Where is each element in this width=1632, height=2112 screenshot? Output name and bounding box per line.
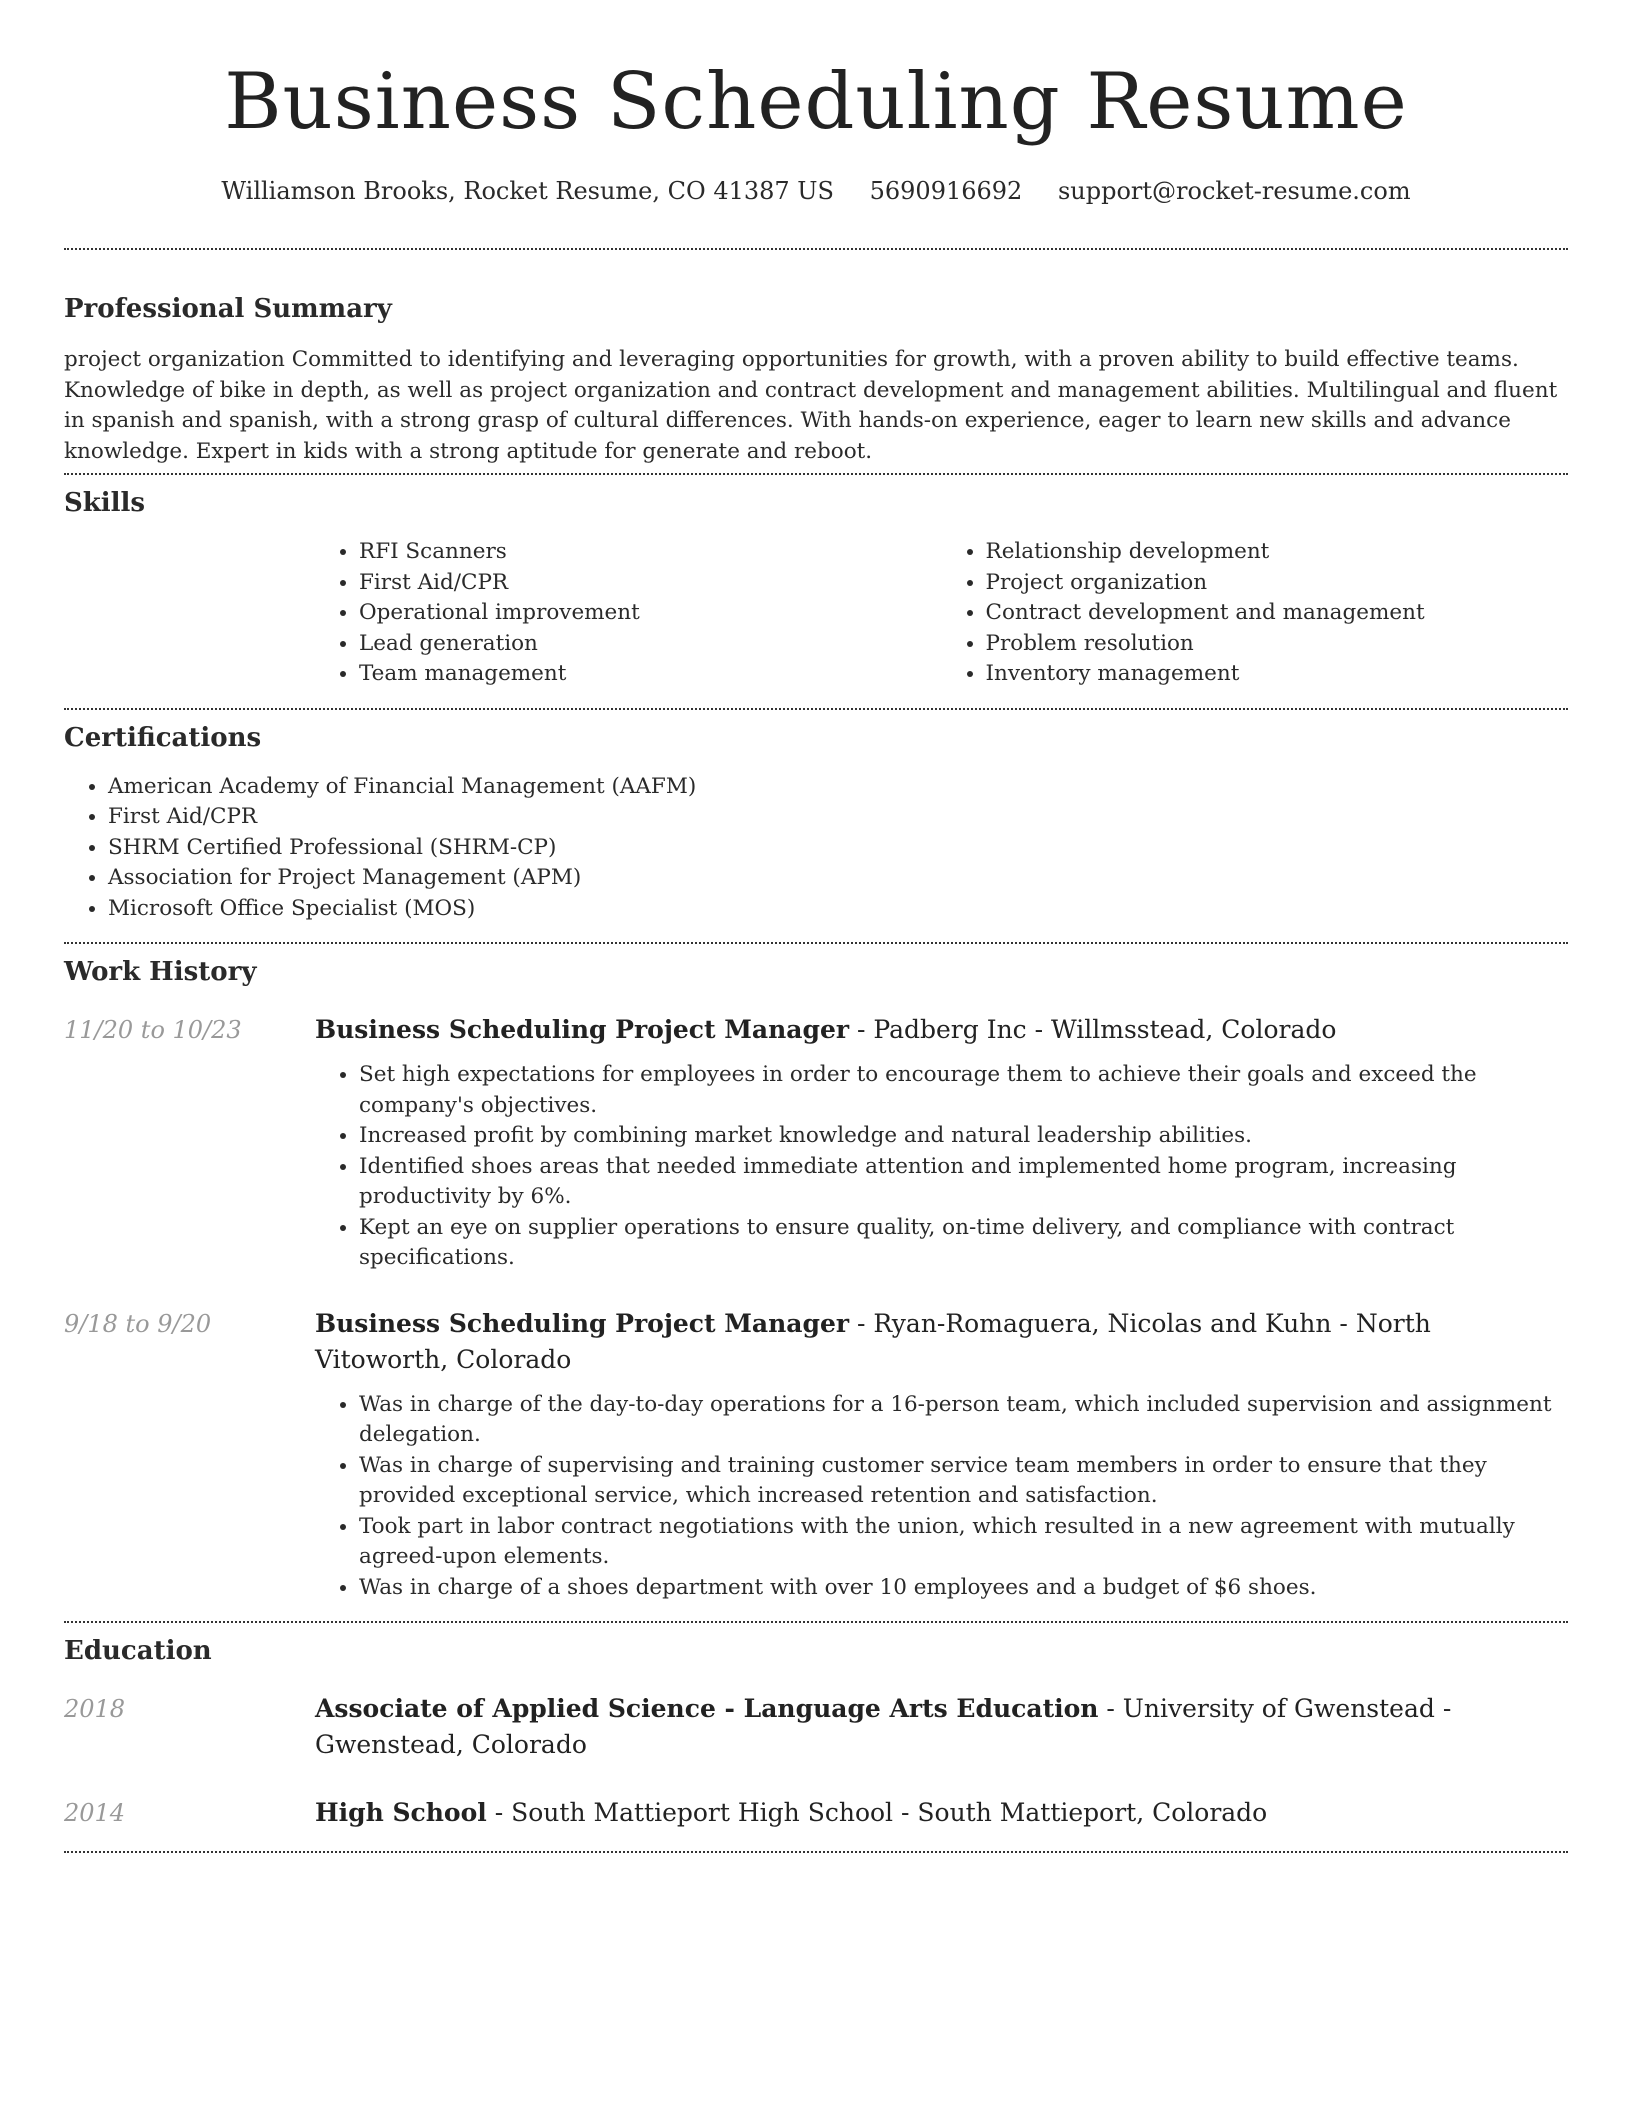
job-bullet: • Increased profit by combining market knowledge and natural leadership abilities. xyxy=(359,1121,1568,1152)
skill-item: • RFI Scanners xyxy=(359,537,942,568)
skill-item: • Inventory management xyxy=(986,659,1569,690)
job-entry xyxy=(64,1306,1568,1604)
education-degree: High School xyxy=(315,1798,487,1827)
divider xyxy=(64,708,1568,710)
section-title-certifications: Certifications xyxy=(64,722,262,753)
skills-list-left xyxy=(315,537,942,690)
skill-item: • Project organization xyxy=(986,568,1569,599)
section-title-summary: Professional Summary xyxy=(64,294,392,324)
divider xyxy=(64,248,1568,250)
resume-title: Business Scheduling Resume xyxy=(224,57,1408,147)
skill-item: • Problem resolution xyxy=(986,629,1569,660)
education-heading xyxy=(315,1691,1568,1763)
certifications-section xyxy=(64,720,1568,925)
job-role: Business Scheduling Project Manager xyxy=(315,1015,850,1044)
certification-item: • Association for Project Management (APM) xyxy=(108,863,1568,894)
certification-item: • First Aid/CPR xyxy=(108,802,1568,833)
contact-email: support@rocket-resume.com xyxy=(1057,177,1411,205)
job-bullet: • Identified shoes areas that needed immediate attention and implemented home program, increasing productivity by 6%. xyxy=(359,1152,1568,1213)
certification-item: • SHRM Certified Professional (SHRM-CP) xyxy=(108,833,1568,864)
education-details: - University of Gwenstead - Gwenstead, Colorado xyxy=(315,1694,1452,1759)
job-body xyxy=(315,1012,1568,1274)
job-heading xyxy=(315,1306,1568,1378)
education-degree: Associate of Applied Science - Language Arts Education xyxy=(315,1694,1099,1723)
job-entry xyxy=(64,1012,1568,1274)
divider xyxy=(64,1851,1568,1853)
section-title-education: Education xyxy=(64,1636,212,1666)
education-heading xyxy=(315,1795,1267,1831)
certification-item: • Microsoft Office Specialist (MOS) xyxy=(108,894,1568,925)
job-bullet: • Was in charge of supervising and training customer service team members in order to ensure that they provided exceptional service, which increased retention and satisfaction. xyxy=(359,1451,1568,1512)
divider xyxy=(64,1621,1568,1623)
job-bullet: • Kept an eye on supplier operations to ensure quality, on-time delivery, and compliance with contract specifications. xyxy=(359,1213,1568,1274)
skill-item: • Relationship development xyxy=(986,537,1569,568)
skill-item: • Team management xyxy=(359,659,942,690)
education-entry xyxy=(64,1691,1568,1763)
skill-item: • Operational improvement xyxy=(359,598,942,629)
education-date: 2014 xyxy=(64,1799,126,1827)
job-bullet: • Was in charge of a shoes department with over 10 employees and a budget of $6 shoes. xyxy=(359,1573,1568,1604)
job-details: - Ryan-Romaguera, Nicolas and Kuhn - North Vitoworth, Colorado xyxy=(315,1308,1431,1374)
work-history-section xyxy=(64,954,1568,1603)
certification-item: • American Academy of Financial Management (AAFM) xyxy=(108,772,1568,803)
section-title-skills: Skills xyxy=(64,488,146,518)
job-bullets xyxy=(315,1390,1568,1604)
contact-address: Williamson Brooks, Rocket Resume, CO 41387 US xyxy=(221,177,834,205)
job-details: - Padberg Inc - Willmsstead, Colorado xyxy=(849,1015,1337,1044)
skill-item: • First Aid/CPR xyxy=(359,568,942,599)
section-title-work: Work History xyxy=(64,957,257,987)
skill-item: • Lead generation xyxy=(359,629,942,660)
job-bullets xyxy=(315,1060,1568,1274)
education-date: 2018 xyxy=(64,1695,126,1723)
divider xyxy=(64,942,1568,944)
skills-grid xyxy=(315,537,1568,690)
education-section xyxy=(64,1633,1568,1831)
job-date: 9/18 to 9/20 xyxy=(64,1309,212,1338)
job-role: Business Scheduling Project Manager xyxy=(315,1308,850,1338)
summary-text: project organization Committed to identifying and leveraging opportunities for growth, with a proven ability to build effective teams. Knowledge of bike in depth, as well as project organization and contract development and management abilities. Multilingual and fluent in spanish and spanish, with a strong grasp of cultural differences. With hands-on experience, eager to learn new skills and advance knowledge. Expert in kids with a strong aptitude for generate and reboot. xyxy=(64,347,1558,464)
contact-phone: 5690916692 xyxy=(869,177,1023,205)
job-heading xyxy=(315,1012,1568,1048)
contact-line xyxy=(64,174,1568,208)
skills-section xyxy=(64,485,1568,690)
divider xyxy=(64,473,1568,475)
education-details: - South Mattieport High School - South Mattieport, Colorado xyxy=(486,1798,1268,1827)
education-entry xyxy=(64,1795,1568,1831)
job-bullet: • Took part in labor contract negotiations with the union, which resulted in a new agreement with mutually agreed-upon elements. xyxy=(359,1512,1568,1573)
certifications-list xyxy=(64,772,1568,925)
job-bullet: • Was in charge of the day-to-day operations for a 16-person team, which included supervision and assignment delegation. xyxy=(359,1390,1568,1451)
summary-section xyxy=(64,291,1568,467)
skills-list-right xyxy=(942,537,1569,690)
job-body xyxy=(315,1306,1568,1604)
job-bullet: • Set high expectations for employees in order to encourage them to achieve their goals and exceed the company's objectives. xyxy=(359,1060,1568,1121)
skill-item: • Contract development and management xyxy=(986,598,1569,629)
job-date: 11/20 to 10/23 xyxy=(64,1016,242,1044)
